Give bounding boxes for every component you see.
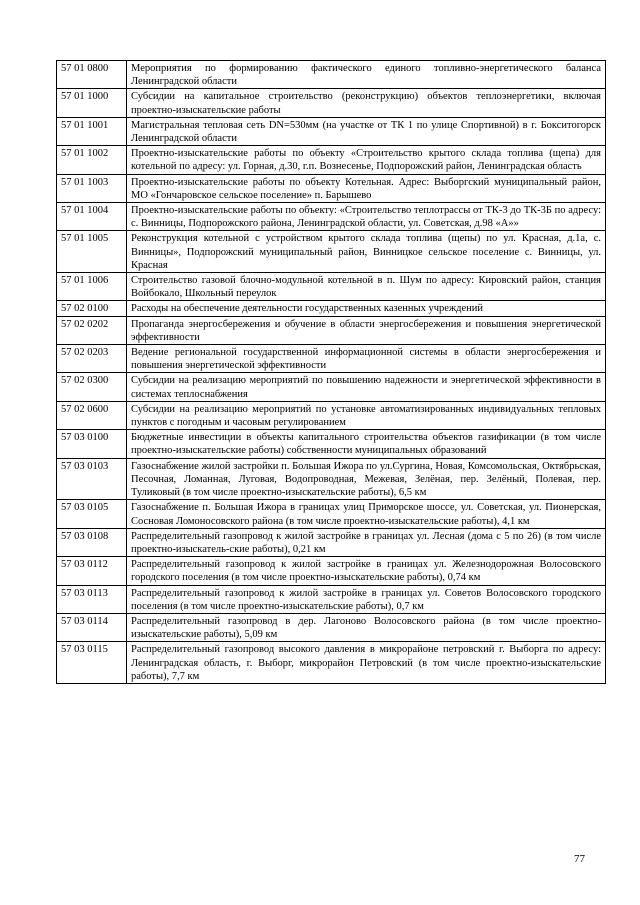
description-cell: Газоснабжение п. Большая Ижора в границах улиц Приморское шоссе, ул. Советская, ул. Пионерская, Сосновая Ломоносовского района (в том числе проектно-изыскательские работы), 4,1 км (127, 500, 606, 528)
budget-code-cell: 57 01 1003 (57, 174, 127, 202)
budget-code-cell: 57 02 0600 (57, 401, 127, 429)
budget-code-cell: 57 03 0112 (57, 557, 127, 585)
description-cell: Проектно-изыскательские работы по объекту Котельная. Адрес: Выборгский муниципальный район, МО «Гончаровское сельское поселение» п. Барышево (127, 174, 606, 202)
description-cell: Расходы на обеспечение деятельности государственных казенных учреждений (127, 301, 606, 316)
budget-code-cell: 57 03 0108 (57, 528, 127, 556)
table-row (57, 174, 606, 202)
description-cell: Строительство газовой блочно-модульной котельной в п. Шум по адресу: Кировский район, станция Войбокало, Школьный переулок (127, 273, 606, 301)
table-row (57, 61, 606, 89)
description-cell: Распределительный газопровод высокого давления в микрорайоне петровский г. Выборга по адресу: Ленинградская область, г. Выборг, микрорайон Петровский (в том числе проектно-изыскательские работы), 7,7 км (127, 642, 606, 684)
budget-code-cell: 57 01 1006 (57, 273, 127, 301)
table-row (57, 89, 606, 117)
table-row (57, 458, 606, 500)
budget-code-cell: 57 03 0114 (57, 613, 127, 641)
table-row (57, 231, 606, 273)
description-cell: Магистральная тепловая сеть DN=530мм (на участке от ТК 1 по улице Спортивной) в г. Бокситогорск Ленинградской области (127, 117, 606, 145)
budget-code-cell: 57 01 1005 (57, 231, 127, 273)
budget-code-table (56, 60, 606, 684)
description-cell: Субсидии на реализацию мероприятий по повышению надежности и энергетической эффективности в системах теплоснабжения (127, 373, 606, 401)
description-cell: Распределительный газопровод к жилой застройке в границах ул. Лесная (дома с 5 по 26) (в том числе проектно-изыскатель-ские работы), 0,21 км (127, 528, 606, 556)
table-row (57, 117, 606, 145)
table-row (57, 557, 606, 585)
budget-code-cell: 57 03 0115 (57, 642, 127, 684)
description-cell: Ведение региональной государственной информационной системы в области энергосбережения и повышения энергетической эффективности (127, 345, 606, 373)
budget-code-cell: 57 03 0113 (57, 585, 127, 613)
description-cell: Субсидии на реализацию мероприятий по установке автоматизированных индивидуальных тепловых пунктов с погодным и часовым регулированием (127, 401, 606, 429)
budget-code-cell: 57 01 1002 (57, 146, 127, 174)
table-row (57, 585, 606, 613)
table-row (57, 146, 606, 174)
table-row (57, 345, 606, 373)
table-row (57, 273, 606, 301)
description-cell: Проектно-изыскательские работы по объекту: «Строительство теплотрассы от ТК-3 до ТК-3Б по адресу: с. Винницы, Подпорожского района, Ленинградской области, ул. Советская, д.98 «А»» (127, 203, 606, 231)
table-row (57, 528, 606, 556)
budget-code-cell: 57 01 1001 (57, 117, 127, 145)
budget-code-cell: 57 02 0100 (57, 301, 127, 316)
description-cell: Субсидии на капитальное строительство (реконструкцию) объектов теплоэнергетики, включая проектно-изыскательские работы (127, 89, 606, 117)
table-row (57, 373, 606, 401)
table-row (57, 613, 606, 641)
budget-code-cell: 57 03 0100 (57, 430, 127, 458)
budget-code-cell: 57 01 1004 (57, 203, 127, 231)
table-body (57, 61, 606, 684)
page-number: 77 (574, 853, 585, 865)
description-cell: Газоснабжение жилой застройки п. Большая Ижора по ул.Сургина, Новая, Комсомольская, Октябрьская, Песочная, Ломанная, Луговая, Водопроводная, Межевая, Зелёная, пер. Зелёный, Полевая, пер. Туликовый (в том числе проектно-изыскательские работы), 6,5 км (127, 458, 606, 500)
budget-code-cell: 57 02 0300 (57, 373, 127, 401)
table-row (57, 430, 606, 458)
description-cell: Бюджетные инвестиции в объекты капитального строительства объектов газификации (в том числе проектно-изыскательские работы) собственности муниципальных образований (127, 430, 606, 458)
table-row (57, 401, 606, 429)
budget-code-cell: 57 01 1000 (57, 89, 127, 117)
budget-code-cell: 57 02 0202 (57, 316, 127, 344)
description-cell: Распределительный газопровод к жилой застройке в границах ул. Советов Волосовского городского поселения (в том числе проектно-изыскательские работы), 0,7 км (127, 585, 606, 613)
table-row (57, 203, 606, 231)
description-cell: Распределительный газопровод к жилой застройке в границах ул. Железнодорожная Волосовского городского поселения (в том числе проектно-изыскательские работы), 0,74 км (127, 557, 606, 585)
description-cell: Мероприятия по формированию фактического единого топливно-энергетического баланса Ленинградской области (127, 61, 606, 89)
table-row (57, 316, 606, 344)
table-row (57, 301, 606, 316)
description-cell: Распределительный газопровод в дер. Лагоново Волосовского района (в том числе проектно-изыскательские работы), 5,09 км (127, 613, 606, 641)
table-row (57, 500, 606, 528)
budget-code-cell: 57 01 0800 (57, 61, 127, 89)
budget-code-cell: 57 03 0103 (57, 458, 127, 500)
description-cell: Реконструкция котельной с устройством крытого склада топлива (щепы) по ул. Красная, д.1а, с. Винницы», Подпорожский муниципальный район, Винницкое сельское поселение с. Винницы, ул. Красная (127, 231, 606, 273)
description-cell: Пропаганда энергосбережения и обучение в области энергосбережения и повышения энергетической эффективности (127, 316, 606, 344)
budget-code-cell: 57 03 0105 (57, 500, 127, 528)
description-cell: Проектно-изыскательские работы по объекту «Строительство крытого склада топлива (щепа) для котельной по адресу: ул. Горная, д.30, г.п. Вознесенье, Подпорожский район, Ленинградская область (127, 146, 606, 174)
table-row (57, 642, 606, 684)
budget-code-cell: 57 02 0203 (57, 345, 127, 373)
